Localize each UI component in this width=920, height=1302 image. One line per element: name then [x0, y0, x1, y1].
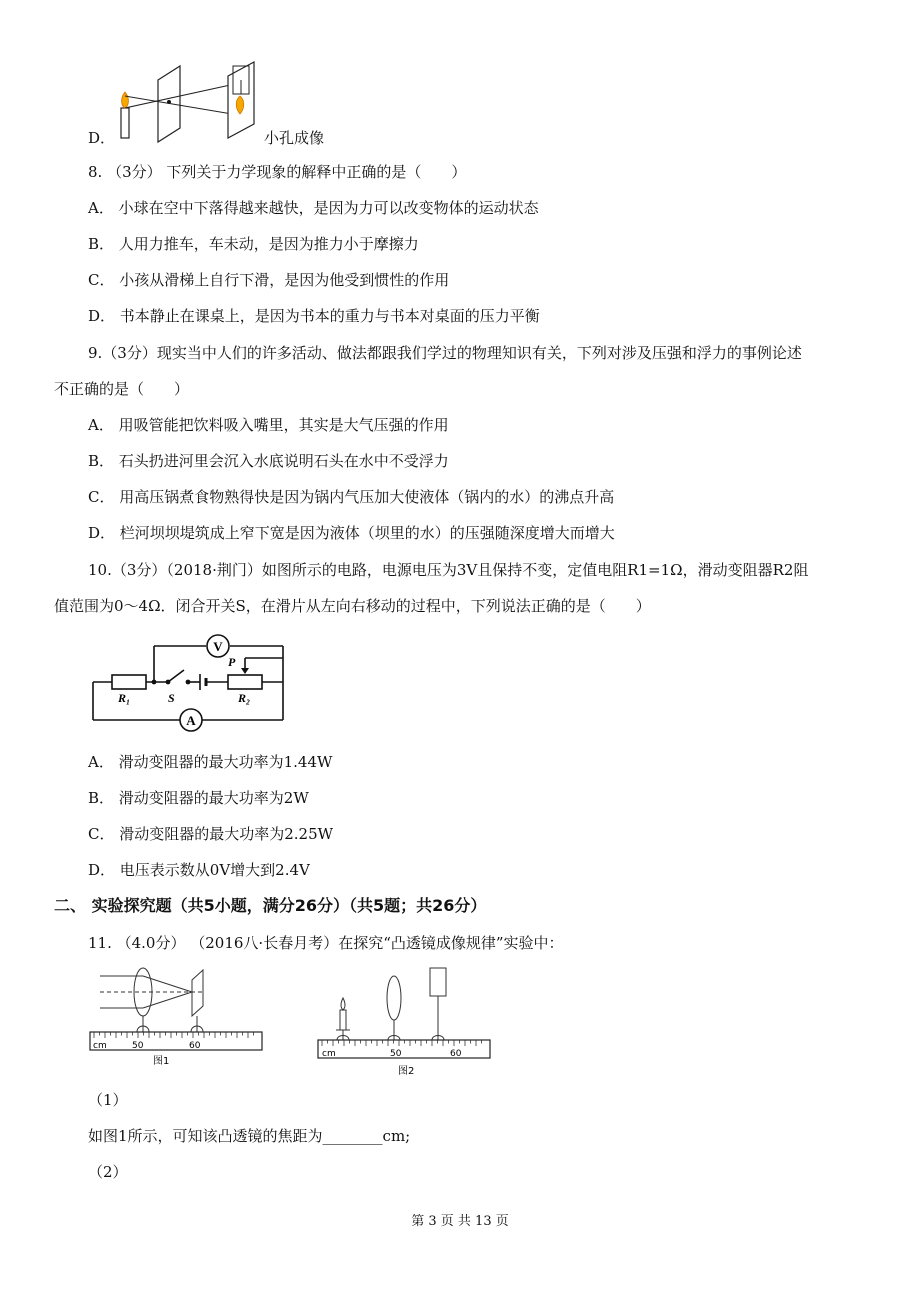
q8-option-a: A． 小球在空中下落得越来越快，是因为力可以改变物体的运动状态	[88, 199, 539, 217]
fig1-tick-60: 60	[189, 1041, 201, 1051]
q11-part1-label: （1）	[88, 1091, 128, 1109]
q8-option-c: C． 小孩从滑梯上自行下滑，是因为他受到惯性的作用	[88, 271, 450, 289]
fig2-tick-60: 60	[450, 1049, 462, 1059]
page-footer: 第 3 页 共 13 页	[411, 1214, 509, 1229]
q11-part2-label: （2）	[88, 1163, 128, 1181]
fig1-unit: cm	[93, 1041, 107, 1051]
fig2-unit: cm	[322, 1049, 336, 1059]
q10-option-b: B． 滑动变阻器的最大功率为2W	[88, 789, 309, 807]
q11-part1-text: 如图1所示，可知该凸透镜的焦距为________cm;	[88, 1127, 411, 1145]
question-10-stem-line1: 10.（3分）（2018·荆门）如图所示的电路，电源电压为3V且保持不变，定值电阻R1=1Ω，滑动变阻器R2阻	[88, 561, 809, 579]
slider-label: P	[228, 655, 236, 669]
q10-option-c: C． 滑动变阻器的最大功率为2.25W	[88, 825, 334, 843]
q10-option-d: D． 电压表示数从0V增大到2.4V	[88, 861, 310, 879]
question-8-stem: 8. （3分） 下列关于力学现象的解释中正确的是（ ）	[88, 163, 467, 181]
q10-option-a: A． 滑动变阻器的最大功率为1.44W	[88, 753, 333, 771]
q9-option-a: A． 用吸管能把饮料吸入嘴里，其实是大气压强的作用	[88, 416, 449, 434]
q8-option-b: B． 人用力推车，车未动，是因为推力小于摩擦力	[88, 235, 419, 253]
circuit-diagram	[88, 628, 298, 738]
fig2-caption: 图2	[398, 1066, 415, 1077]
r2-label: R₂	[238, 691, 251, 705]
q9-option-c: C． 用高压锅煮食物熟得快是因为锅内气压加大使液体（锅内的水）的沸点升高	[88, 488, 615, 506]
q9-option-d: D． 栏河坝坝堤筑成上窄下宽是因为液体（坝里的水）的压强随深度增大而增大	[88, 524, 615, 542]
section-2-title: 二、 实验探究题（共5小题，满分26分）（共5题；共26分）	[54, 896, 487, 915]
ammeter-label: A	[186, 713, 196, 728]
q7-option-d-label: D．	[88, 129, 116, 147]
question-9-stem-line1: 9.（3分）现实当中人们的许多活动、做法都跟我们学过的物理知识有关，下列对涉及压强和浮力的事例论述	[88, 344, 802, 362]
question-11-stem: 11. （4.0分） （2016八·长春月考）在探究“凸透镜成像规律”实验中：	[88, 934, 564, 952]
q9-option-b: B． 石头扔进河里会沉入水底说明石头在水中不受浮力	[88, 452, 449, 470]
fig1-tick-50: 50	[132, 1041, 144, 1051]
r1-label: R₁	[118, 691, 131, 705]
pinhole-imaging-figure	[112, 58, 262, 146]
question-10-stem-line2: 值范围为0～4Ω．闭合开关S，在滑片从左向右移动的过程中，下列说法正确的是（ ）	[54, 597, 651, 615]
switch-label: S	[168, 691, 175, 705]
question-9-stem-line2: 不正确的是（ ）	[54, 380, 190, 398]
q8-option-d: D． 书本静止在课桌上，是因为书本的重力与书本对桌面的压力平衡	[88, 307, 540, 325]
lens-figure-2	[316, 960, 496, 1080]
fig1-caption: 图1	[153, 1056, 170, 1067]
fig2-tick-50: 50	[390, 1049, 402, 1059]
q7-option-d-text: 小孔成像	[264, 129, 325, 147]
lens-figure-1	[88, 960, 268, 1068]
voltmeter-label: V	[213, 639, 223, 654]
